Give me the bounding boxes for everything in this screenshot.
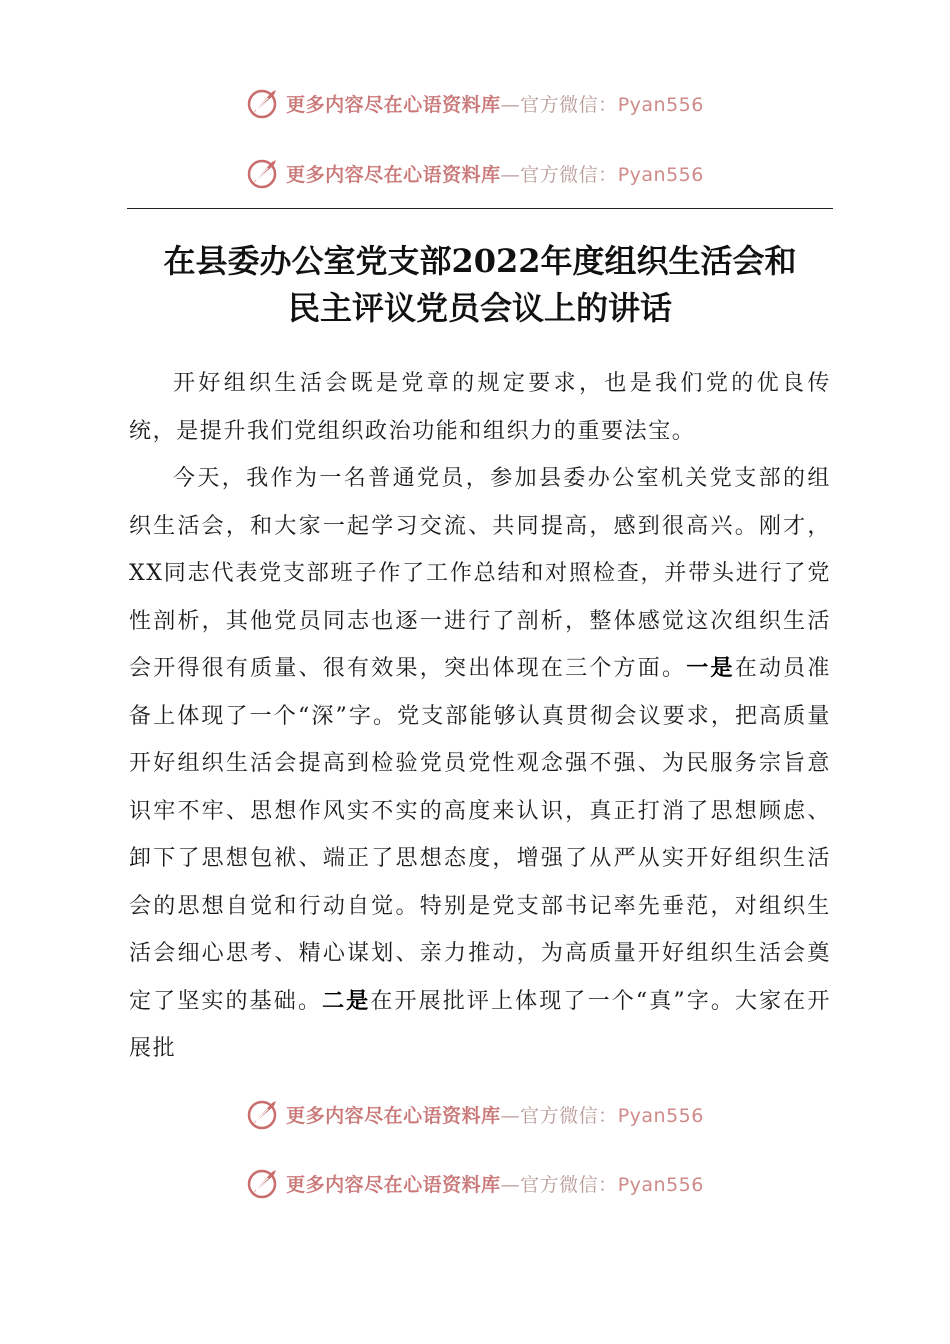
- watermark-text: 更多内容尽在心语资料库—官方微信：Pyan556: [286, 163, 704, 186]
- feather-pen-logo-icon: [246, 156, 280, 190]
- watermark-content: [246, 1097, 704, 1131]
- feather-pen-logo-icon: [246, 1166, 280, 1200]
- watermark-content: [246, 1166, 704, 1200]
- title-line-1: 在县委办公室党支部2022年度组织生活会和: [163, 242, 797, 280]
- watermark-content: [246, 86, 704, 120]
- point-label-1: 一是: [686, 655, 735, 681]
- paragraph-2-intro: 今天，我作为一名普通党员，参加县委办公室机关党支部的组织生活会，和大家一起学习交流、共同提高，感到很高兴。刚才，XX同志代表党支部班子作了工作总结和对照检查，并带头进行了党性剖析，其他党员同志也逐一进行了剖析，整体感觉这次组织生活会开得很有质量、很有效果，突出体现在三个方面。: [129, 466, 831, 681]
- point-text-2: 在开展批评上体现了一个“真”字。大家在开展批: [129, 988, 831, 1061]
- watermark-text: 更多内容尽在心语资料库—官方微信：Pyan556: [286, 93, 704, 116]
- title-line-2: 民主评议党员会议上的讲话: [287, 289, 672, 327]
- watermark-banner-bottom-2: [0, 1163, 950, 1203]
- point-label-2: 二是: [322, 987, 371, 1014]
- watermark-banner-bottom-1: [0, 1094, 950, 1134]
- paragraph-1: 开好组织生活会既是党章的规定要求，也是我们党的优良传统，是提升我们党组织政治功能和组织力的重要法宝。: [129, 371, 831, 444]
- watermark-banner-top-2: [0, 153, 950, 193]
- document-body: [129, 360, 831, 1073]
- watermark-content: [246, 156, 704, 190]
- feather-pen-logo-icon: [246, 1097, 280, 1131]
- feather-pen-logo-icon: [246, 86, 280, 120]
- watermark-text: 更多内容尽在心语资料库—官方微信：Pyan556: [286, 1104, 704, 1127]
- paragraph-2: [129, 455, 831, 1073]
- watermark-banner-top-1: [0, 83, 950, 123]
- document-title: [127, 238, 833, 332]
- header-divider: [127, 208, 833, 209]
- point-text-1: 在动员准备上体现了一个“深”字。党支部能够认真贯彻会议要求，把高质量开好组织生活会提高到检验党员党性观念强不强、为民服务宗旨意识牢不牢、思想作风实不实的高度来认识，真正打消了思想顾虑、卸下了思想包袱、端正了思想态度，增强了从严从实开好组织生活会的思想自觉和行动自觉。特别是党支部书记率先垂范，对组织生活会细心思考、精心谋划、亲力推动，为高质量开好组织生活会奠定了坚实的基础。: [129, 656, 832, 1014]
- watermark-text: 更多内容尽在心语资料库—官方微信：Pyan556: [286, 1173, 704, 1196]
